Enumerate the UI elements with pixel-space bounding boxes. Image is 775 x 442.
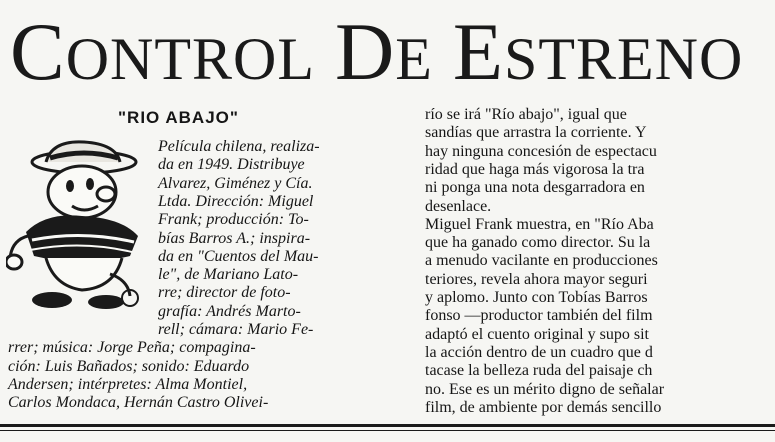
body-line: ni ponga una nota desgarradora en: [425, 179, 645, 197]
body-line: tacase la belleza ruda del paisaje ch: [425, 362, 653, 380]
credits-line: Ltda. Dirección: Miguel: [158, 192, 314, 210]
body-line: a menudo vacilante en producciones: [425, 252, 658, 270]
body-line: y aplomo. Junto con Tobías Barros: [425, 289, 648, 306]
credits-line: Frank; producción: To-: [158, 211, 309, 229]
credits-line: le", de Mariano Lato-: [158, 266, 299, 284]
body-line: hay ninguna concesión de espectacu: [425, 142, 657, 160]
body-line: teriores, revela ahora mayor seguri: [425, 270, 648, 288]
credits-line: Carlos Mondaca, Hernán Castro Olivei-: [8, 394, 269, 412]
bottom-rule-thin: [0, 430, 775, 431]
body-line: río se irá "Río abajo", igual que: [425, 106, 627, 123]
body-line: film, de ambiente por demás sencillo: [425, 398, 662, 416]
credits-line: ción: Luis Bañados; sonido: Eduardo: [8, 357, 250, 375]
credits-line: Película chilena, realiza-: [158, 138, 320, 155]
body-line: no. Ese es un mérito digno de señalar: [425, 380, 665, 398]
credits-line: Alvarez, Giménez y Cía.: [158, 174, 313, 192]
body-line: Miguel Frank muestra, en "Río Aba: [425, 215, 654, 233]
body-line: la acción dentro de un cuadro que d: [425, 343, 653, 361]
credits-line: rrer; música: Jorge Peña; compagina-: [8, 339, 256, 357]
body-line: adaptó el cuento original y supo sit: [425, 325, 649, 343]
huaso-mascot-icon: [6, 140, 156, 310]
body-line: sandías que arrastra la corriente. Y: [425, 124, 647, 142]
credits-line: da en "Cuentos del Mau-: [158, 247, 319, 265]
credits-line: bías Barros A.; inspira-: [158, 229, 311, 247]
body-line: fonso —productor también del film: [425, 307, 653, 325]
mascot-illustration: [6, 140, 156, 310]
page-headline: CONTROL DE ESTRENO: [10, 6, 744, 97]
credits-line: Andersen; intérpretes: Alma Montiel,: [8, 375, 248, 393]
credits-line: da en 1949. Distribuye: [158, 156, 305, 174]
review-title: "RIO ABAJO": [118, 108, 239, 127]
credits-line: rell; cámara: Mario Fe-: [158, 321, 314, 338]
bottom-rule: [0, 424, 775, 427]
credits-line: rre; director de foto-: [158, 284, 291, 302]
body-line: ridad que haga más vigorosa la tra: [425, 160, 645, 178]
credits-line: grafía: Andrés Marto-: [158, 302, 301, 320]
body-line: que ha ganado como director. Su la: [425, 234, 651, 252]
body-line: desenlace.: [425, 197, 492, 215]
